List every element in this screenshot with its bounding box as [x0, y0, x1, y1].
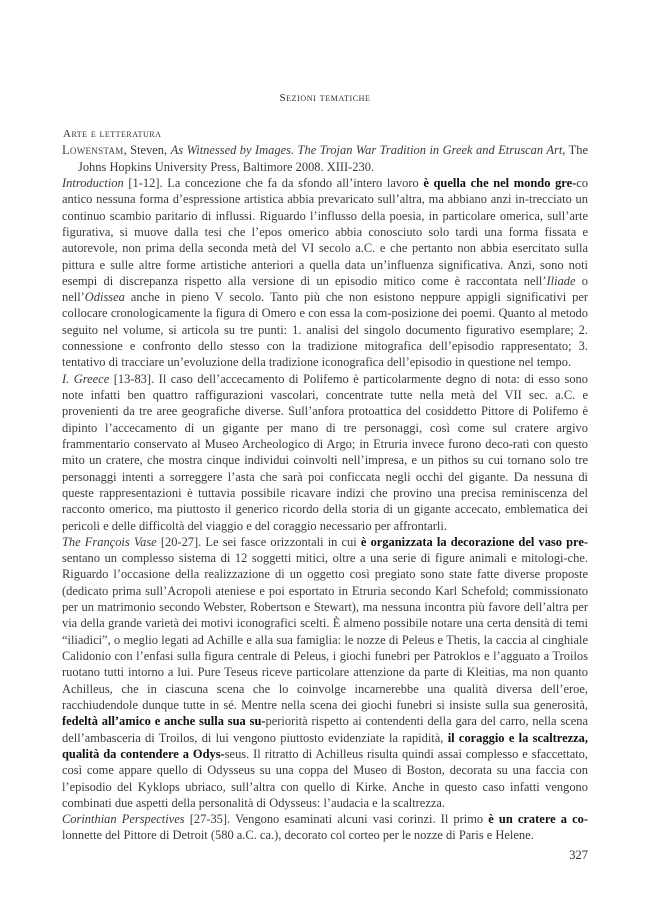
emphasized-text: è organizzata la decorazione del vaso pre-: [360, 534, 588, 549]
chapter-entry: [62, 534, 588, 811]
body-text: Il caso dell’accecamento di Polifemo è particolarmente degno di nota: di esso sono note infatti ben quattro raffigurazioni vascolari, concentrate tutte nella metà del VII sec. a.C. e provenienti da tre aree geografiche diverse. Sull’anfora protoattica del cosiddetto Pittore di Polifemo è dipinto l’accecamento di un gigante per mano di tre personaggi, così come sul cratere argivo frammentario conservato al Museo Archeologico di Argo; in Etruria invece furono deco-rati con questo mito un cratere, che mostra cinque individui coinvolti nell’impresa, e un pithos su cui tornano solo tre personaggi intenti a sorreggere l’asta che sarà poi conficcata negli occhi del gigante. Da nessuna di queste rappresentazioni è tuttavia possibile ricavare indizi che provino una precisa reminiscenza del racconto omerico, ma piuttosto il generico ricordo della storia di un gigante accecato, emblematica dei pericoli e delle difficoltà del viaggio e del coraggio necessario per affrontarli.: [62, 371, 588, 533]
book-title: As Witnessed by Images. The Trojan War Tradition in Greek and Etruscan Art: [170, 143, 563, 158]
emphasized-text: è quella che nel mondo gre-: [423, 175, 577, 190]
page-range: [1-12].: [123, 175, 168, 190]
body-text: Vengono esaminati alcuni vasi corinzi. Il primo: [235, 812, 489, 827]
page-range: [20-27].: [156, 534, 206, 549]
author-surname: Lowenstam: [62, 143, 124, 158]
body-text: sentano un complesso sistema di 12 soggetti mitici, oltre a una serie di figure animali e mitologi-che. Riguardo l’occasione della realizzazione di un oggetto così pregiato sono state fatte diverse proposte (dedicato prima sull’Acropoli ateniese e poi esportato in Etruria secondo Karl Schefold; commissionato per un matrimonio secondo Webster, Robertson e Stewart), ma nessuna incontra più favore dell’altra per via della grande varietà dei motivi iconografici scelti. È almeno possibile notare una certa densità di temi “iliadici”, o meglio legati ad Achille e alla sua famiglia: le nozze di Peleus e Thetis, la caccia al cinghiale Calidonio con l’enfasi sulla figura centrale di Peleus, i giochi funebri per Patroklos e l’agguato a Troilos ruotano tutti intorno a lui. Pure Teseus riceve particolare attenzione da parte di Kleitias, ma non quanto Achilleus, che in ciascuna scena che lo coinvolge incarnerebbe una qualità diversa dell’eroe, racchiudendole dunque tutte in sé. Mentre nella scena dei giochi funebri si insiste sulla sua generosità,: [62, 551, 588, 712]
body-text: periorità rispetto ai contendenti della gara del carro, nella scena dell’ambasceria di Troilos, di lui vengono piuttosto evidenziate la rapidità,: [62, 714, 588, 745]
bibliographic-reference: [62, 142, 588, 175]
section-heading: Arte e letteratura: [63, 128, 162, 140]
main-content: [62, 126, 588, 844]
body-text: La concezione che fa da sfondo all’intero lavoro: [167, 175, 424, 190]
author-name: , Steven,: [123, 143, 171, 158]
chapter-label: Introduction: [62, 175, 124, 190]
body-text: Le sei fasce orizzontali in cui: [205, 534, 361, 549]
running-head: Sezioni tematiche: [279, 92, 371, 104]
chapter-label: Corinthian Perspectives: [62, 812, 185, 827]
body-text: lonnette del Pittore di Detroit (580 a.C. ca.), decorato col corteo per le nozze di Paris e Helene.: [62, 828, 534, 843]
chapter-entry: [62, 811, 588, 844]
chapter-entry: [62, 371, 588, 534]
body-text: Iliade: [546, 273, 576, 288]
body-text: Odissea: [84, 290, 125, 305]
emphasized-text: fedeltà all’amico e anche sulla sua su-: [62, 714, 266, 729]
page-range: [13-83].: [109, 371, 159, 386]
page-range: [27-35].: [184, 812, 236, 827]
chapter-entries: [62, 175, 588, 844]
page-number: 327: [569, 848, 588, 862]
chapter-label: The François Vase: [62, 534, 157, 549]
body-text: co antico nessuna forma d’espressione artistica abbia prevaricato sull’altra, ma abbiano anzi in-trecciato un continuo scambio paritario di influssi. Riguardo l’influsso della poesia, in particolare omerica, sull’arte figurativa, si muove dalla tesi che l’epos omerico abbia conosciuto solo tardi una forma fissata e autorevole, non prima della seconda metà del VI secolo a.C. e che pertanto non abbia esercitato sulla pittura e sulle altre forme artistiche anteriori a quella data un’influenza significativa. Anzi, sono noti esempi di discrepanza rispetto alla versione di un episodio mitico come è raccontata nell’: [62, 175, 588, 288]
emphasized-text: è un cratere a co-: [488, 812, 589, 827]
body-text: anche in pieno V secolo. Tanto più che non esistono neppure appigli significativi per collocare cronologicamente la figura di Omero e con essa la com-posizione dei poemi. Quanto al metodo seguito nel volume, si articola su tre punti: 1. analisi del singolo documento figurativo esemplare; 2. connessione e confronto dello stesso con la tradizione mitografica dell’episodio rappresentato; 3. tentativo di tracciare un’evoluzione della tradizione iconografica dell’episodio in questione nel tempo.: [62, 290, 588, 370]
chapter-label: I. Greece: [62, 371, 110, 386]
body-text: o nell’: [62, 273, 589, 305]
body-text: seus. Il ritratto di Achilleus risulta quindi assai complesso e sfaccettato, così come appare quello di Odysseus su una coppa del Museo di Boston, decorata su una faccia con l’episodio del Kyklops ubriaco, sull’altra con quello di Kirke. Anche in questo caso infatti vengono combinati due aspetti della personalità di Odysseus: l’audacia e la scaltrezza.: [62, 746, 589, 810]
publisher-info: , The Johns Hopkins University Press, Baltimore 2008. XIII-230.: [78, 143, 588, 174]
emphasized-text: il coraggio e la scaltrezza, qualità da contendere a Odys-: [62, 730, 588, 761]
chapter-entry: [62, 175, 588, 371]
